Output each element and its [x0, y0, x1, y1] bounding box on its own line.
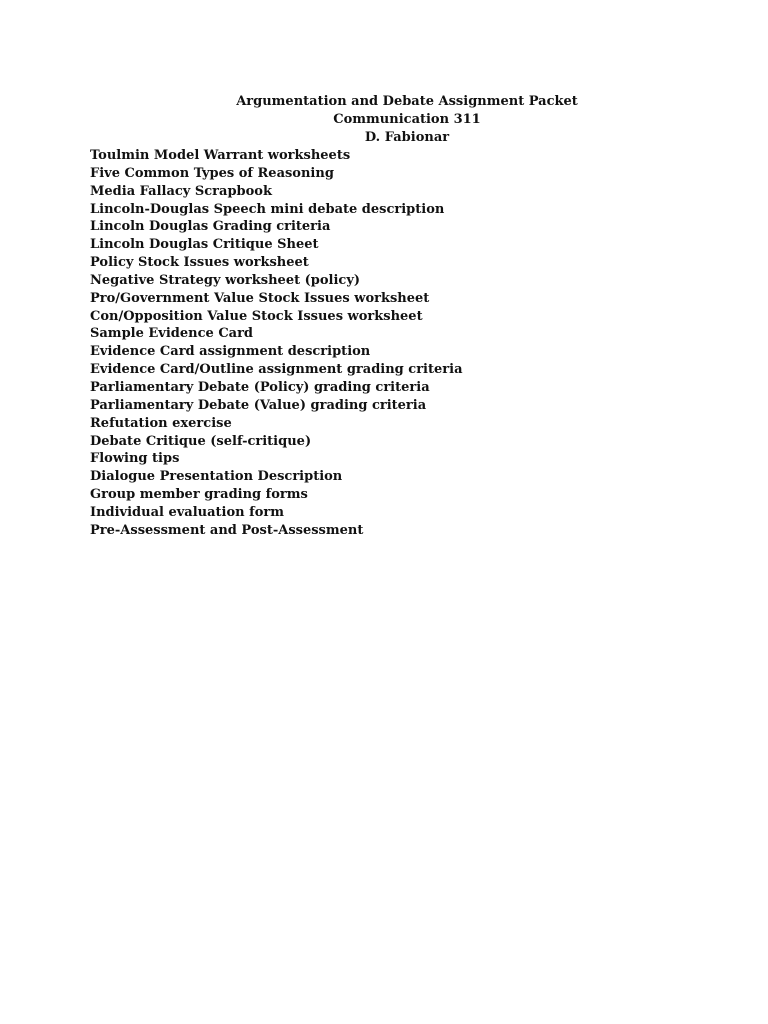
- contents-item: Dialogue Presentation Description: [90, 469, 343, 485]
- contents-item: Negative Strategy worksheet (policy): [90, 272, 361, 288]
- course-name: Communication 311: [333, 112, 481, 127]
- contents-item: Individual evaluation form: [90, 504, 285, 520]
- contents-item: Debate Critique (self-critique): [90, 433, 312, 449]
- contents-item: Con/Opposition Value Stock Issues worksheet: [90, 308, 423, 324]
- contents-list: [90, 147, 463, 540]
- contents-item: Evidence Card/Outline assignment grading criteria: [90, 362, 463, 378]
- contents-item: Parliamentary Debate (Policy) grading criteria: [90, 379, 430, 395]
- contents-item: Parliamentary Debate (Value) grading criteria: [90, 397, 427, 413]
- document-header: [0, 93, 768, 147]
- contents-item: Refutation exercise: [90, 415, 232, 431]
- contents-item: Five Common Types of Reasoning: [90, 165, 334, 181]
- instructor-name: D. Fabionar: [364, 130, 450, 145]
- contents-item: Flowing tips: [90, 451, 180, 467]
- contents-item: Lincoln Douglas Critique Sheet: [90, 237, 319, 253]
- contents-item: Pro/Government Value Stock Issues worksheet: [90, 290, 430, 306]
- contents-item: Lincoln Douglas Grading criteria: [90, 219, 331, 235]
- contents-item: Toulmin Model Warrant worksheets: [90, 148, 351, 163]
- contents-item: Group member grading forms: [90, 487, 308, 503]
- contents-item: Media Fallacy Scrapbook: [90, 183, 272, 199]
- contents-item: Sample Evidence Card: [90, 326, 254, 342]
- contents-item: Lincoln-Douglas Speech mini debate description: [90, 201, 445, 217]
- contents-item: Pre-Assessment and Post-Assessment: [90, 522, 364, 538]
- contents-item: Evidence Card assignment description: [90, 344, 371, 360]
- contents-item: Policy Stock Issues worksheet: [90, 255, 309, 271]
- document-title: Argumentation and Debate Assignment Packet: [236, 94, 578, 109]
